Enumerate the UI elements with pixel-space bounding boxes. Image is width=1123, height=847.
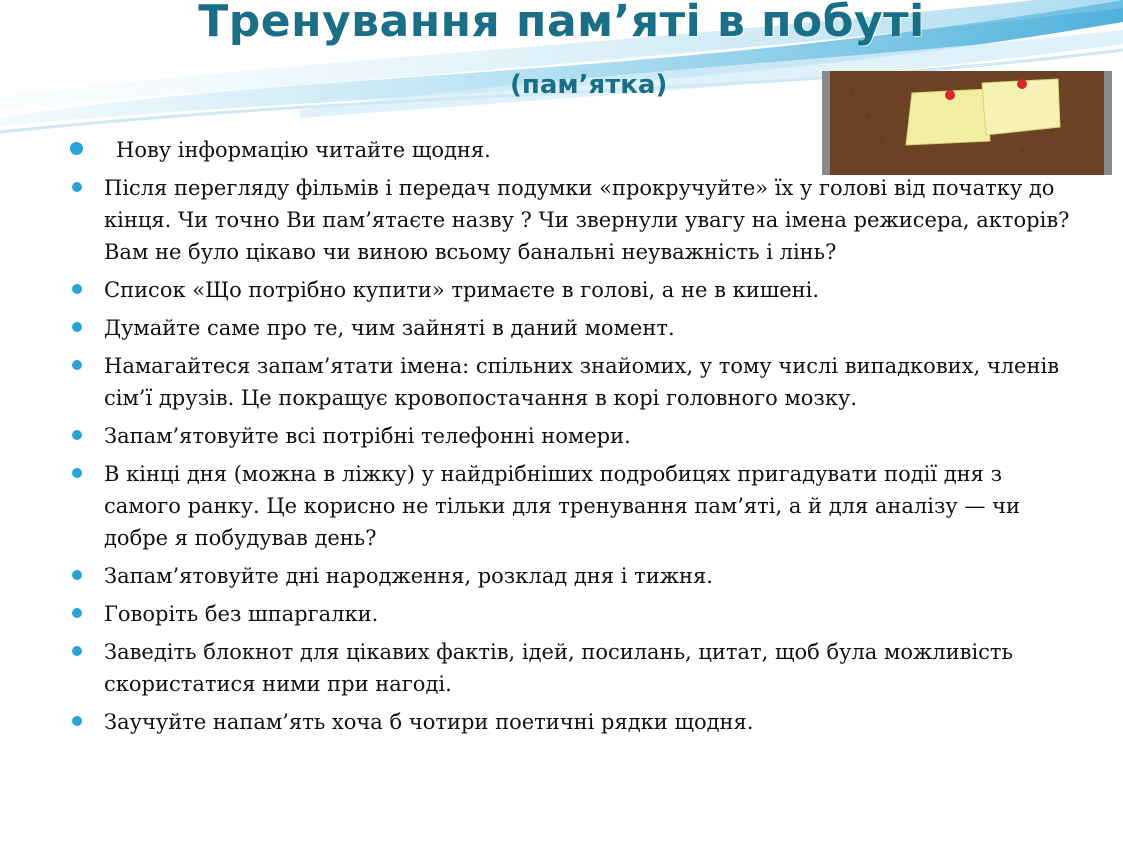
bullet-icon	[72, 360, 82, 370]
list-item: Намагайтеся запам’ятати імена: спільних знайомих, у тому числі випадкових, членів сім’ї друзів. Це покращує кровопостачання в корі головного мозку.	[70, 350, 1070, 414]
bullet-icon	[72, 430, 82, 440]
tips-list	[70, 134, 1070, 744]
list-item: Нову інформацію читайте щодня.	[70, 134, 1070, 166]
list-item: Запам’ятовуйте всі потрібні телефонні номери.	[70, 420, 1070, 452]
list-item: Думайте саме про те, чим зайняті в даний момент.	[70, 312, 1070, 344]
list-item: В кінці дня (можна в ліжку) у найдрібніших подробицях пригадувати події дня з самого ранку. Це корисно не тільки для тренування пам’яті, а й для аналізу — чи добре я побудував день?	[70, 458, 1070, 554]
bullet-icon	[72, 322, 82, 332]
list-item: Заведіть блокнот для цікавих фактів, ідей, посилань, цитат, щоб була можливість скористатися ними при нагоді.	[70, 636, 1070, 700]
bullet-icon	[70, 142, 83, 155]
bullet-icon	[72, 716, 82, 726]
bullet-icon	[72, 182, 82, 192]
list-item: Говоріть без шпаргалки.	[70, 598, 1070, 630]
page-subtitle: (пам’ятка)	[510, 70, 668, 100]
bullet-icon	[72, 570, 82, 580]
bullet-icon	[72, 646, 82, 656]
list-item: Запам’ятовуйте дні народження, розклад дня і тижня.	[70, 560, 1070, 592]
bullet-icon	[72, 284, 82, 294]
list-item: Список «Що потрібно купити» тримаєте в голові, а не в кишені.	[70, 274, 1070, 306]
list-item: Після перегляду фільмів і передач подумки «прокручуйте» їх у голові від початку до кінця. Чи точно Ви пам’ятаєте назву ? Чи звернули увагу на імена режисера, акторів? Вам не було цікаво чи виною всьому банальні неуважність і лінь?	[70, 172, 1070, 268]
bullet-icon	[72, 608, 82, 618]
bullet-icon	[72, 468, 82, 478]
list-item: Заучуйте напам’ять хоча б чотири поетичні рядки щодня.	[70, 706, 1070, 738]
page-title: Тренування пам’яті в побуті	[198, 0, 925, 47]
